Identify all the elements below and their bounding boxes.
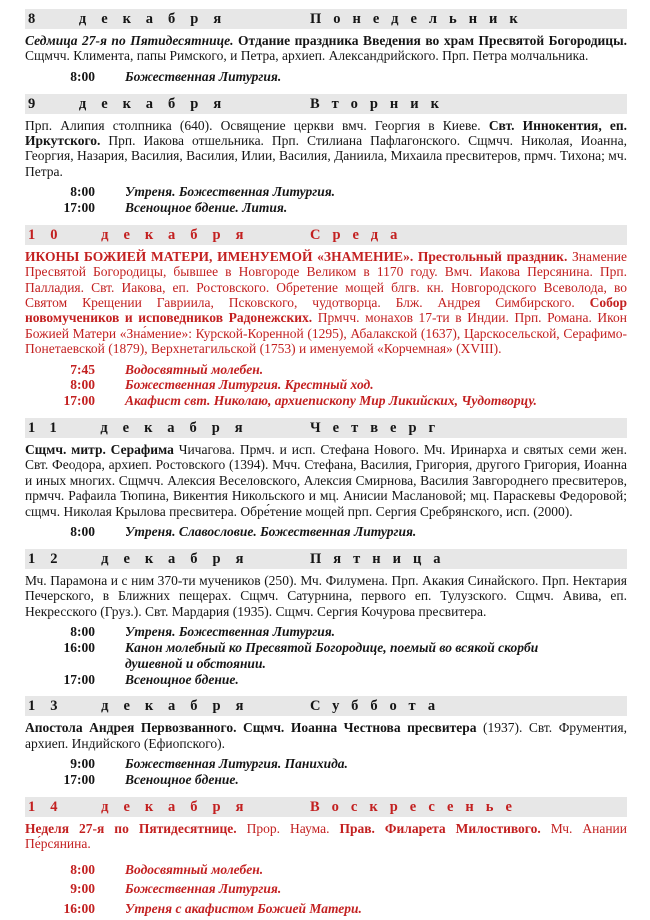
day-header-bar xyxy=(25,225,627,245)
day-description xyxy=(25,33,627,64)
schedule-row xyxy=(25,772,627,788)
schedule-row xyxy=(25,200,627,216)
day-schedule xyxy=(25,524,627,540)
description-run: ИКОНЫ БОЖИЕЙ МАТЕРИ, ИМЕНУЕМОЙ «ЗНАМЕНИЕ». Престольный праздник. xyxy=(25,248,568,264)
service-name: Божественная Литургия. Крестный ход. xyxy=(125,377,374,393)
description-run: Прор. Наума. xyxy=(246,820,340,836)
day-description xyxy=(25,442,627,519)
description-run: Знамение Пресвятой Богородицы, бывшее в Новгороде Великом в 1170 году. Вмч. Иакова Персянина. Прп. Палладия. Свт. Иакова, еп. Ростовского. Обретение мощей блгв. кн. Новгородского Всеволода, во Святом Крещении Гавриила, Псковского, чудотворца. Блж. Андрея Симбирского. xyxy=(25,248,627,311)
description-run: Неделя 27-я по Пятидесятнице. xyxy=(25,820,247,836)
service-name: Всенощное бдение. Лития. xyxy=(125,200,288,216)
service-time: 16:00 xyxy=(63,900,95,916)
day-weekday: Вторник xyxy=(310,95,451,112)
schedule-row xyxy=(25,624,627,640)
service-time: 17:00 xyxy=(63,200,95,216)
day-date: 8 декабря xyxy=(28,11,237,27)
schedule-row xyxy=(25,899,627,919)
day-description xyxy=(25,821,627,852)
schedule-row xyxy=(25,672,627,688)
service-name: Утреня. Славословие. Божественная Литургия. xyxy=(125,524,417,540)
day-header-bar xyxy=(25,797,627,817)
schedule-row xyxy=(25,756,627,772)
service-name: Божественная Литургия. xyxy=(125,68,282,84)
day-header-bar xyxy=(25,549,627,569)
day-weekday: Пятница xyxy=(310,550,453,567)
day-schedule xyxy=(25,362,627,409)
schedule-row xyxy=(25,640,627,672)
schedule-row xyxy=(25,362,627,378)
description-run: Чичагова. Прмч. и исп. Стефана Нового. Мч. Иринарха и святых семи жен. Свт. Феодора, архиеп. Ростовского (1394). Мчч. Стефана, Василия, Григория, другого Григория, Иоанна и иных многих. Сщмчч. Алексия Веселовского, Алексия Смирнова, Василия Завгороднего пресвитеров, прмчч. Рафаила Тюпина, Викентия Никольского и мц. Анисии Маслановой; мц. Параскевы Федоровой; сщмч. Николая Крылова пресвитера. Обре́тение мощей прп. Сергия Сребрянского, исп. (2000). xyxy=(25,442,627,519)
day-description xyxy=(25,249,627,357)
day-schedule xyxy=(25,184,627,216)
service-time: 7:45 xyxy=(70,361,95,377)
service-name: Всенощное бдение. xyxy=(125,771,239,787)
service-name: Божественная Литургия. xyxy=(125,881,282,897)
schedule-row xyxy=(25,879,627,899)
service-name: Водосвятный молебен. xyxy=(125,361,264,377)
service-time: 8:00 xyxy=(70,861,95,877)
day-date: 11 декабря xyxy=(28,420,258,437)
description-run: Прп. Алипия столпника (640). Освящение церкви вмч. Георгия в Киеве. xyxy=(25,117,489,133)
day-description xyxy=(25,118,627,180)
service-name: Утреня с акафистом Божией Матери. xyxy=(125,900,362,916)
schedule-row xyxy=(25,524,627,540)
day-weekday: Четверг xyxy=(310,420,448,437)
day-header-bar xyxy=(25,94,627,114)
service-name: Водосвятный молебен. xyxy=(125,861,264,877)
service-time: 17:00 xyxy=(63,771,95,787)
day-description xyxy=(25,720,627,751)
day-section xyxy=(25,696,627,787)
description-run: Собор новомучеников и исповедников Радонежских. xyxy=(25,295,627,326)
description-run: Отдание праздника Введения во храм Пресвятой Богородицы. xyxy=(238,33,627,48)
day-date: 9 декабря xyxy=(28,95,237,112)
day-header-bar xyxy=(25,418,627,438)
service-name: Божественная Литургия. Панихида. xyxy=(125,756,348,772)
description-run: Сщмчч. Климента, папы Римского, и Петра, архиеп. Александрийского. Прп. Петра молчальника. xyxy=(25,48,589,64)
service-time: 8:00 xyxy=(70,184,95,200)
day-schedule xyxy=(25,860,627,919)
day-schedule xyxy=(25,69,627,85)
day-weekday: Суббота xyxy=(310,698,448,715)
service-time: 17:00 xyxy=(63,671,95,687)
service-time: 16:00 xyxy=(63,639,95,655)
description-run: Апостола Андрея Первозванного. Сщмч. Иоанна Честнова пресвитера xyxy=(25,720,483,736)
service-name: Утреня. Божественная Литургия. xyxy=(125,184,336,200)
description-run: Сщмч. митр. Серафима xyxy=(25,442,179,458)
service-name: Всенощное бдение. xyxy=(125,671,239,687)
day-section xyxy=(25,225,627,409)
day-date: 13 декабря xyxy=(28,698,259,715)
day-weekday: Среда xyxy=(310,226,410,243)
description-run: (1937). Свт. Фрументия, архиеп. Индийского (Ефиопского). xyxy=(25,720,627,751)
description-run: Прмчч. монахов 17-ти в Индии. Прп. Романа. Икон Божией Матери «Зна́мение»: Курской-Коренной (1295), Абалакской (1637), Царскосельской, Серафимо-Понетаевской (1879), Верхнетагильской (1753) и именуемой «Корчемная» (XVIII). xyxy=(25,310,627,357)
description-run: Мч. Анании Пе́рсянина. xyxy=(25,820,627,852)
schedule-row xyxy=(25,377,627,393)
day-section xyxy=(25,94,627,216)
service-time: 8:00 xyxy=(70,68,95,84)
day-weekday: Понедельник xyxy=(310,11,530,27)
day-date: 14 декабря xyxy=(28,798,259,815)
day-section xyxy=(25,9,627,85)
day-date: 10 декабря xyxy=(28,226,259,243)
schedule-row xyxy=(25,184,627,200)
description-run: Седмица 27-я по Пятидесятнице. xyxy=(25,33,239,48)
service-time: 8:00 xyxy=(70,377,95,393)
day-date: 12 декабря xyxy=(28,550,259,567)
service-name: Канон молебный ко Пресвятой Богородице, поемый во всякой скорби душевной и обстоянии. xyxy=(125,639,539,671)
day-section xyxy=(25,797,627,918)
description-run: Прав. Филарета Милостивого. xyxy=(339,820,541,836)
day-header-bar xyxy=(25,696,627,716)
description-run: Свт. Иннокентия, еп. Иркутского. xyxy=(25,117,628,149)
schedule-row xyxy=(25,860,627,880)
service-time: 9:00 xyxy=(70,881,95,897)
schedule-row xyxy=(25,69,627,85)
day-header-bar xyxy=(25,9,627,29)
schedule-row xyxy=(25,393,627,409)
day-schedule xyxy=(25,756,627,788)
service-name: Акафист свт. Николаю, архиепископу Мир Ликийских, Чудотворцу. xyxy=(125,393,537,409)
day-section xyxy=(25,549,627,687)
description-run: Мч. Парамона и с ним 370-ти мучеников (250). Мч. Филумена. Прп. Акакия Синайского. Прп. Нектария Печерского, в Ближних пещерах. Сщмч. Сатурнина, первого еп. Тулузского. Сщмч. Авива, еп. Некресского (Груз.). Свт. Мардария (1935). Сщмч. Сергия Кочурова пресвитера. xyxy=(25,572,627,619)
service-time: 8:00 xyxy=(70,524,95,540)
service-time: 9:00 xyxy=(70,756,95,772)
service-name: Утреня. Божественная Литургия. xyxy=(125,624,336,640)
day-weekday: Воскресенье xyxy=(310,798,524,815)
day-section xyxy=(25,418,627,540)
service-time: 8:00 xyxy=(70,624,95,640)
service-time: 17:00 xyxy=(63,393,95,409)
description-run: Прп. Иакова отшельника. Прп. Стилиана Пафлагонского. Сщмчч. Николая, Иоанна, Георгия, Назария, Василия, Василия, Илии, Василия, Даниила, Михаила пресвитеров, прмч. Тихона; мч. Петра. xyxy=(25,133,627,179)
day-schedule xyxy=(25,624,627,687)
day-description xyxy=(25,573,627,619)
